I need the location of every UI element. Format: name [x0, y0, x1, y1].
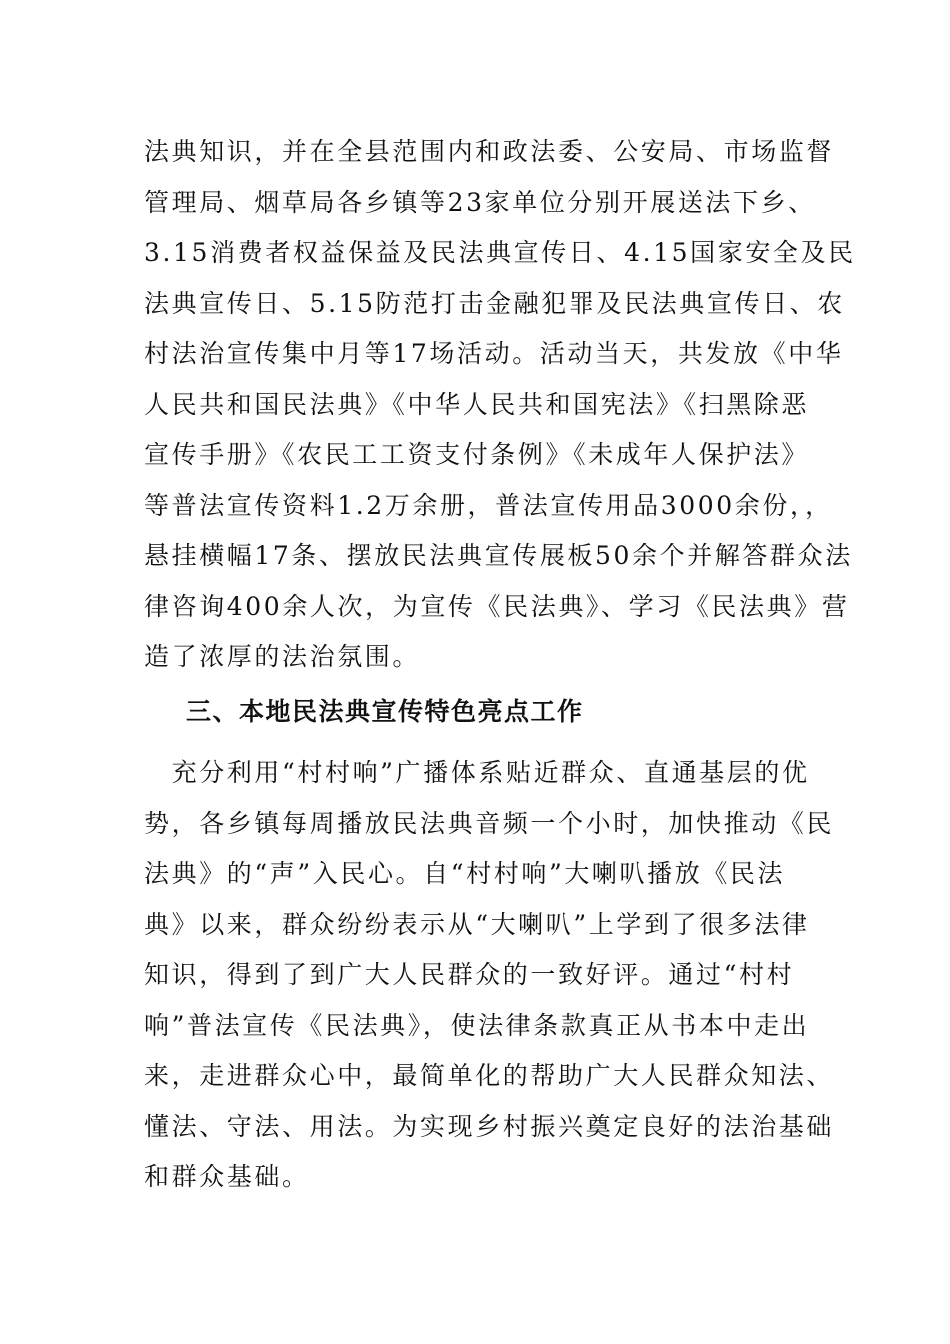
paragraph-highlights — [144, 748, 835, 1203]
paragraph-line: 知识，得到了到广大人民群众的一致好评。通过“村村 — [144, 960, 795, 989]
paragraph-line: 律咨询400余人次，为宣传《民法典》、学习《民法典》营 — [144, 591, 850, 621]
paragraph-line: 懂法、守法、用法。为实现乡村振兴奠定良好的法治基础 — [144, 1111, 835, 1141]
paragraph-line: 法典宣传日、5.15防范打击金融犯罪及民法典宣传日、农 — [144, 288, 845, 318]
paragraph-line: 充分利用“村村响”广播体系贴近群众、直通基层的优 — [144, 758, 810, 787]
paragraph-line: 悬挂横幅17条、摆放民法典宣传展板50余个并解答群众法 — [144, 541, 853, 570]
paragraph-line: 宣传手册》《农民工工资支付条例》《未成年人保护法》 — [144, 440, 810, 469]
paragraph-line: 来，走进群众心中，最简单化的帮助广大人民群众知法、 — [144, 1061, 835, 1090]
paragraph-line: 势，各乡镇每周播放民法典音频一个小时，加快推动《民 — [144, 808, 835, 838]
paragraph-line: 法典知识，并在全县范围内和政法委、公安局、市场监督 — [144, 137, 835, 166]
paragraph-line: 造了浓厚的法治氛围。 — [144, 642, 421, 671]
paragraph-line: 管理局、烟草局各乡镇等23家单位分别开展送法下乡、 — [144, 187, 816, 217]
paragraph-line: 典》以来，群众纷纷表示从“大喇叭”上学到了很多法律 — [144, 909, 810, 939]
paragraph-line: 村法治宣传集中月等17场活动。活动当天，共发放《中华 — [144, 339, 844, 368]
paragraph-line: 3.15消费者权益保益及民法典宣传日、4.15国家安全及民 — [144, 238, 856, 267]
paragraph-line: 等普法宣传资料1.2万余册，普法宣传用品3000余份，， — [144, 490, 833, 520]
paragraph-line: 和群众基础。 — [144, 1162, 310, 1191]
paragraph-line: 响”普法宣传《民法典》，使法律条款真正从书本中走出 — [144, 1010, 810, 1040]
paragraph-line: 人民共和国民法典》《中华人民共和国宪法》《扫黑除恶 — [144, 389, 810, 419]
paragraph-line: 法典》的“声”入民心。自“村村响”大喇叭播放《民法 — [144, 859, 786, 888]
paragraph-activities — [144, 127, 856, 683]
section-heading: 三、本地民法典宣传特色亮点工作 — [186, 697, 584, 726]
